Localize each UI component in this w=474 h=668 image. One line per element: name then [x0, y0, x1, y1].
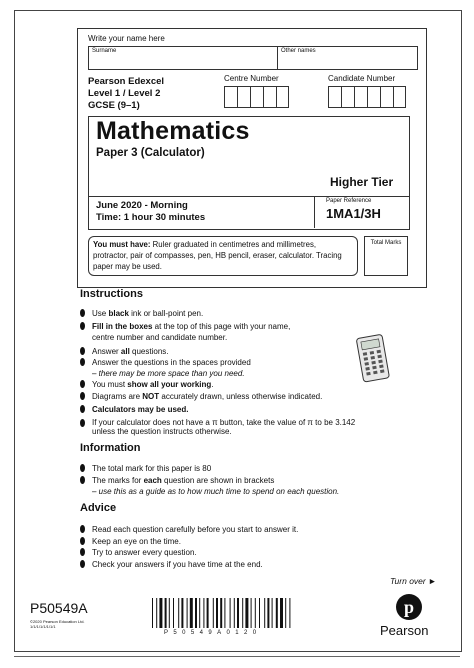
barcode-bar	[190, 598, 193, 628]
footer-line	[14, 656, 460, 657]
barcode-bar	[178, 598, 179, 628]
barcode-bar	[251, 598, 252, 628]
bullet-icon	[80, 309, 85, 317]
exam-date: June 2020 - Morning	[96, 200, 188, 211]
instruction-item: Answer all questions.	[92, 346, 169, 357]
digit-box[interactable]	[354, 86, 367, 108]
information-item: The marks for each question are shown in brackets – use this as a guide as to how much time to spend on each question.	[92, 475, 339, 497]
barcode-bar	[267, 598, 269, 628]
instruction-item: Use black ink or ball-point pen.	[92, 308, 203, 319]
barcode-bar	[152, 598, 153, 628]
barcode-bar	[264, 598, 265, 628]
digit-box[interactable]	[380, 86, 393, 108]
barcode-bar	[156, 598, 157, 628]
candidate-number-label: Candidate Number	[328, 74, 396, 83]
barcode-bar	[159, 598, 162, 628]
barcode-digits: P50549A0120	[164, 630, 262, 636]
barcode-bar	[234, 598, 235, 628]
digit-box[interactable]	[263, 86, 276, 108]
pearson-brand: Pearson	[380, 623, 429, 638]
advice-item: Check your answers if you have time at the end.	[92, 559, 263, 570]
qualification-line: Level 1 / Level 2	[88, 88, 161, 99]
calculator-icon	[356, 334, 392, 384]
qualification-block	[88, 76, 164, 112]
qualification-line: GCSE (9–1)	[88, 100, 140, 111]
barcode-bar	[187, 598, 188, 628]
surname-field[interactable]	[88, 46, 278, 70]
qualification-line: Pearson Edexcel	[88, 76, 165, 87]
barcode-bar	[181, 598, 183, 628]
digit-box[interactable]	[367, 86, 380, 108]
barcode-bar	[224, 598, 225, 628]
barcode-bar	[173, 598, 174, 628]
bullet-icon	[80, 560, 85, 568]
barcode-bar	[165, 598, 167, 628]
paper-title: Paper 3 (Calculator)	[96, 147, 205, 159]
name-label: Write your name here	[88, 34, 165, 43]
digit-box[interactable]	[393, 86, 406, 108]
barcode-bar	[259, 598, 260, 628]
subject-title: Mathematics	[96, 117, 250, 145]
bullet-icon	[80, 464, 85, 472]
barcode-bar	[245, 598, 248, 628]
information-item: The total mark for this paper is 80	[92, 463, 211, 474]
other-names-label: Other names	[281, 48, 316, 54]
advice-heading: Advice	[80, 502, 117, 514]
instruction-item: Answer the questions in the spaces provided – there may be more space than you need.	[92, 357, 251, 379]
bullet-icon	[80, 322, 85, 330]
centre-number-label: Centre Number	[224, 74, 279, 83]
digit-box[interactable]	[341, 86, 354, 108]
barcode-bar	[207, 598, 209, 628]
barcode-bar	[199, 598, 200, 628]
must-have-lead: You must have:	[93, 240, 151, 249]
copyright: ©2020 Pearson Education Ltd. 1/1/1/1/1/1/1/1	[30, 619, 85, 629]
candidate-number-boxes[interactable]	[328, 86, 406, 108]
instruction-item: If your calculator does not have a π button, take the value of π to be 3.142 unless the question instructs otherwise.	[92, 418, 355, 436]
bullet-icon	[80, 476, 85, 484]
barcode-bar	[285, 598, 286, 628]
digit-box[interactable]	[276, 86, 289, 108]
tier-label: Higher Tier	[330, 175, 394, 189]
barcode-bar	[195, 598, 197, 628]
barcode-bar	[237, 598, 239, 628]
name-row	[88, 46, 418, 70]
bullet-icon	[80, 419, 85, 427]
svg-text:p: p	[403, 597, 415, 617]
information-heading: Information	[80, 442, 141, 454]
instruction-item: You must show all your working.	[92, 379, 214, 390]
digit-box[interactable]	[250, 86, 263, 108]
digit-box[interactable]	[328, 86, 341, 108]
advice-item: Keep an eye on the time.	[92, 536, 181, 547]
barcode-bar	[203, 598, 204, 628]
instruction-item: Diagrams are NOT accurately drawn, unless otherwise indicated.	[92, 391, 322, 402]
paper-number: P50549A	[30, 600, 88, 616]
must-have-text: Ruler graduated in centimetres and millimetres, protractor, pair of compasses, pen, HB pencil, eraser, calculator. Tracing paper may be used.	[93, 240, 342, 271]
instructions-heading: Instructions	[80, 288, 143, 300]
digit-box[interactable]	[237, 86, 250, 108]
pearson-logo-icon	[394, 592, 424, 622]
surname-label: Surname	[92, 48, 117, 54]
barcode-bar	[216, 598, 218, 628]
instruction-item: Calculators may be used.	[92, 404, 188, 415]
barcode-icon	[150, 598, 330, 628]
total-marks-box[interactable]	[364, 236, 408, 276]
must-have-box	[88, 236, 358, 276]
instruction-item: Fill in the boxes at the top of this page with your name, centre number and candidate number.	[92, 321, 290, 343]
centre-number-boxes[interactable]	[224, 86, 289, 108]
reference-label: Paper Reference	[326, 198, 372, 204]
exam-time: Time: 1 hour 30 minutes	[96, 212, 206, 223]
total-marks-label: Total Marks	[370, 240, 402, 246]
barcode-bar	[242, 598, 243, 628]
bullet-icon	[80, 537, 85, 545]
barcode-bar	[289, 598, 290, 628]
barcode-bar	[220, 598, 222, 628]
barcode-bar	[213, 598, 214, 628]
bullet-icon	[80, 347, 85, 355]
advice-item: Try to answer every question.	[92, 547, 197, 558]
turn-over: Turn over ►	[390, 576, 437, 586]
bullet-icon	[80, 548, 85, 556]
exam-date-block	[96, 200, 205, 224]
bullet-icon	[80, 380, 85, 388]
reference-code: 1MA1/3H	[326, 206, 381, 221]
bullet-icon	[80, 358, 85, 366]
barcode-bar	[169, 598, 170, 628]
other-names-field[interactable]	[278, 46, 418, 70]
bullet-icon	[80, 405, 85, 413]
barcode-bar	[255, 598, 256, 628]
advice-item: Read each question carefully before you start to answer it.	[92, 524, 298, 535]
bullet-icon	[80, 525, 85, 533]
barcode-bar	[272, 598, 273, 628]
barcode-bar	[230, 598, 231, 628]
digit-box[interactable]	[224, 86, 237, 108]
barcode-bar	[276, 598, 278, 628]
barcode-bar	[280, 598, 283, 628]
bullet-icon	[80, 392, 85, 400]
